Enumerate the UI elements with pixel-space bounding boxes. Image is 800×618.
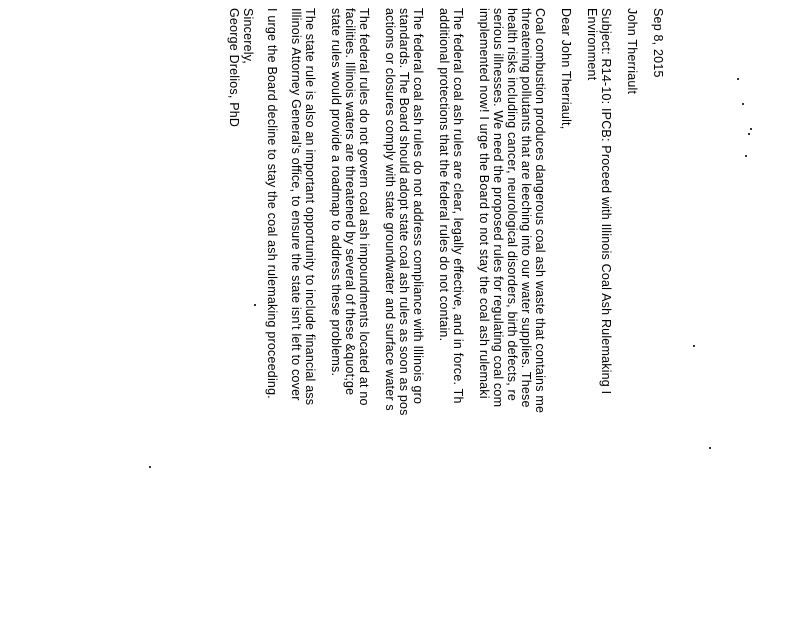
paragraph-line: health risks including cancer, neurological disorders, birth defects, re bbox=[505, 8, 519, 402]
scan-speck bbox=[745, 155, 747, 157]
scan-speck bbox=[709, 447, 711, 449]
scan-speck bbox=[742, 103, 744, 105]
paragraph-line: threatening pollutants that are leeching into our water supplies. These bbox=[519, 8, 533, 408]
letter-signature: George Drelios, PhD bbox=[227, 8, 241, 128]
paragraph-line: serious illnesses. We need the proposed rules for regulating coal com bbox=[491, 8, 505, 408]
paragraph-line: facilities. Illinois waters are threatened by several of these &quot;ge bbox=[343, 8, 357, 396]
scan-speck bbox=[737, 78, 739, 80]
paragraph-line: The federal rules do not govern coal ash impoundments located at no bbox=[357, 8, 371, 406]
letter-recipient: John Therriault bbox=[625, 8, 639, 95]
paragraph-line: Coal combustion produces dangerous coal ash waste that contains me bbox=[533, 8, 547, 414]
letter-subject-line: Subject: R14-10: IPCB: Proceed with Illinois Coal Ash Rulemaking I bbox=[599, 8, 613, 395]
letter-body bbox=[227, 8, 665, 618]
paragraph-line: actions or closures comply with state groundwater and surface water s bbox=[383, 8, 397, 411]
scan-speck bbox=[149, 466, 151, 468]
scan-speck bbox=[750, 128, 752, 130]
scan-speck bbox=[748, 133, 750, 135]
scan-speck bbox=[693, 345, 695, 347]
letter-date: Sep 8, 2015 bbox=[651, 8, 665, 78]
paragraph-line: The state rule is also an important opportunity to include financial ass bbox=[303, 8, 317, 406]
paragraph-line: additional protections that the federal rules do not contain. bbox=[437, 8, 451, 342]
paragraph-line: The federal coal ash rules do not address compliance with Illinois gro bbox=[411, 8, 425, 405]
paragraph-line: I urge the Board decline to stay the coal ash rulemaking proceeding. bbox=[265, 8, 279, 399]
letter-closing: Sincerely, bbox=[241, 8, 255, 64]
paragraph-line: implemented now! I urge the Board to not stay the coal ash rulemaki bbox=[477, 8, 491, 399]
letter-salutation: Dear John Therriault, bbox=[559, 8, 573, 130]
letter-subject-line: Environment bbox=[585, 8, 599, 81]
paragraph-line: The federal coal ash rules are clear, legally effective, and in force. Th bbox=[451, 8, 465, 404]
paragraph-line: state rules would provide a roadmap to address these problems. bbox=[329, 8, 343, 377]
paragraph-line: Illinois Attorney General's office, to ensure the state isn't left to cover bbox=[289, 8, 303, 401]
paragraph-line: standards. The Board should adopt state coal ash rules as soon as pos bbox=[397, 8, 411, 416]
